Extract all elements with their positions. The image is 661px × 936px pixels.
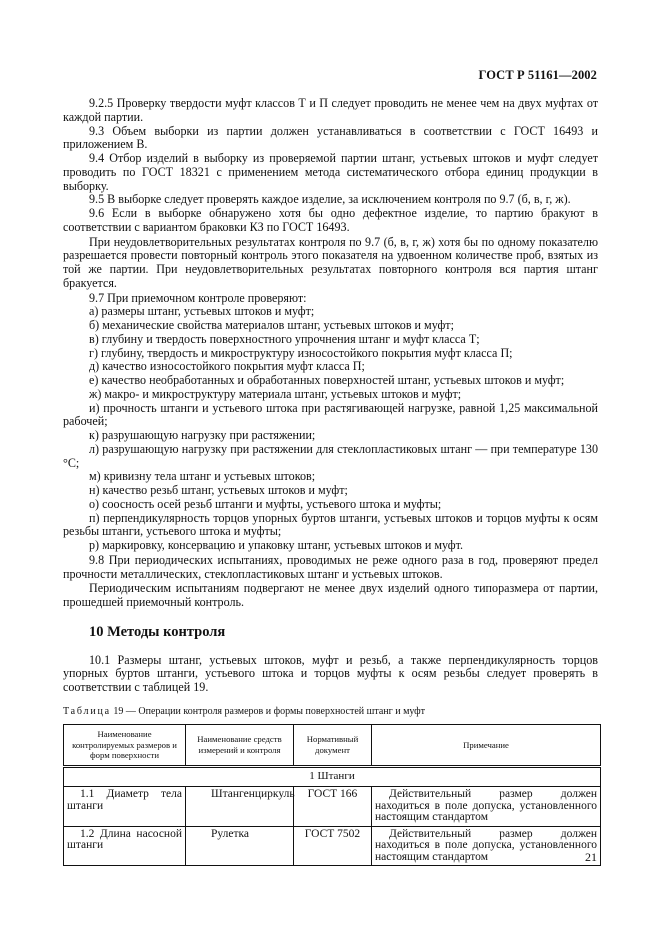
paragraph: 9.2.5 Проверку твердости муфт классов Т и П следует проводить не менее чем на двух муфтах от каждой партии. [63, 96, 598, 124]
section-title: 10 Методы контроля [89, 623, 226, 640]
table-cell: Действительный размер должен находиться в поле допуска, установленного настоящим стандартом [372, 826, 601, 866]
page-body [63, 97, 598, 866]
page-number: 21 [585, 850, 597, 864]
table-caption-label: Таблица [63, 705, 111, 717]
table-header-cell: Примечание [372, 724, 601, 766]
paragraph: Периодическим испытаниям подвергают не менее двух изделий одного типоразмера от партии, прошедшей приемочный контроль. [63, 581, 598, 609]
paragraph: При неудовлетворительных результатах контроля по 9.7 (б, в, г, ж) хотя бы по одному показателю разрешается провести повторный контроль этого показателя на удвоенном количестве проб, взятых из той же партии. При неудовлетворительных результатах повторного контроля вся партия штанг бракуется. [63, 234, 598, 290]
list-item: м) кривизну тела штанг и устьевых штоков; [89, 469, 316, 484]
list-item: ж) макро- и микроструктуру материала штанг, устьевых штоков и муфт; [89, 386, 462, 401]
paragraph: 9.6 Если в выборке обнаружено хотя бы одно дефектное изделие, то партию бракуют в соответствии с вариантом браковки КЗ по ГОСТ 16493. [63, 206, 598, 234]
list-item: е) качество необработанных и обработанных поверхностей штанг, устьевых штоков и муфт; [89, 373, 565, 387]
table-section-title: 1 Штанги [64, 766, 601, 787]
list-item: г) глубину, твердость и микроструктуру износостойкого покрытия муфт класса П; [89, 345, 513, 360]
table-cell: Действительный размер должен находиться в поле допуска, установленного настоящим стандартом [372, 787, 601, 827]
paragraph: 9.5 В выборке следует проверять каждое изделие, за исключением контроля по 9.7 (б, в, г, ж). [89, 192, 571, 207]
table-section-row [64, 766, 601, 787]
table-cell: ГОСТ 7502 [294, 826, 372, 866]
table-cell: 1.1 Диаметр тела штанги [64, 787, 186, 827]
list-item: в) глубину и твердость поверхностного упрочнения штанг и муфт класса Т; [89, 331, 480, 346]
table-header-row [64, 724, 601, 766]
paragraph: 9.7 При приемочном контроле проверяют: [89, 290, 307, 305]
table-header-cell: Наименование контролируемых размеров и форм поверхности [64, 724, 186, 766]
table-row [64, 826, 601, 866]
list-item: н) качество резьб штанг, устьевых штоков и муфт; [89, 483, 348, 497]
standard-header: ГОСТ Р 51161—2002 [478, 68, 597, 82]
list-item: к) разрушающую нагрузку при растяжении; [89, 428, 316, 442]
list-item: о) соосность осей резьб штанги и муфты, устьевого штока и муфты; [89, 496, 442, 511]
table-header-cell: Нормативный документ [294, 724, 372, 766]
list-item: и) прочность штанги и устьевого штока при растягивающей нагрузке, равной 1,25 максимальной рабочей; [63, 400, 598, 429]
table-header-cell: Наименование средств измерений и контроля [186, 724, 294, 766]
table-cell: ГОСТ 166 [294, 787, 372, 827]
table-cell: Штангенциркуль [186, 787, 294, 827]
list-item: а) размеры штанг, устьевых штоков и муфт; [89, 304, 315, 319]
list-item: д) качество износостойкого покрытия муфт класса П; [89, 359, 365, 374]
table-caption-text: 19 — Операции контроля размеров и формы поверхностей штанг и муфт [113, 705, 426, 717]
table-caption [63, 706, 598, 718]
paragraph: 9.8 При периодических испытаниях, проводимых не реже одного раза в год, проверяют предел прочности металлических, стеклопластиковых штанг и устьевых штоков. [63, 552, 598, 581]
list-item: п) перпендикулярность торцов упорных буртов штанги, устьевых штоков и торцов муфты к осям резьбы штанги, устьевого штока и муфты; [63, 510, 598, 539]
paragraph: 10.1 Размеры штанг, устьевых штоков, муфт и резьб, а также перпендикулярность торцов упорных буртов штанги, устьевого штока и торцов муфты к осям резьбы следует проверять в соответствии с таблицей 19. [63, 652, 598, 694]
paragraph: 9.3 Объем выборки из партии должен устанавливаться в соответствии с ГОСТ 16493 и приложением В. [63, 123, 598, 152]
list-item: б) механические свойства материалов штанг, устьевых штоков и муфт; [89, 318, 454, 332]
list-item: л) разрушающую нагрузку при растяжении для стеклопластиковых штанг — при температуре 130 °С; [63, 441, 598, 470]
table-cell: 1.2 Длина насосной штанги [64, 826, 186, 866]
control-operations-table [63, 724, 601, 867]
table-cell: Рулетка [186, 826, 294, 866]
table-row [64, 787, 601, 827]
list-item: р) маркировку, консервацию и упаковку штанг, устьевых штоков и муфт. [89, 538, 463, 552]
paragraph: 9.4 Отбор изделий в выборку из проверяемой партии штанг, устьевых штоков и муфт следует проводить по ГОСТ 18321 с применением метода систематического отбора единиц продукции в выборку. [63, 151, 598, 193]
